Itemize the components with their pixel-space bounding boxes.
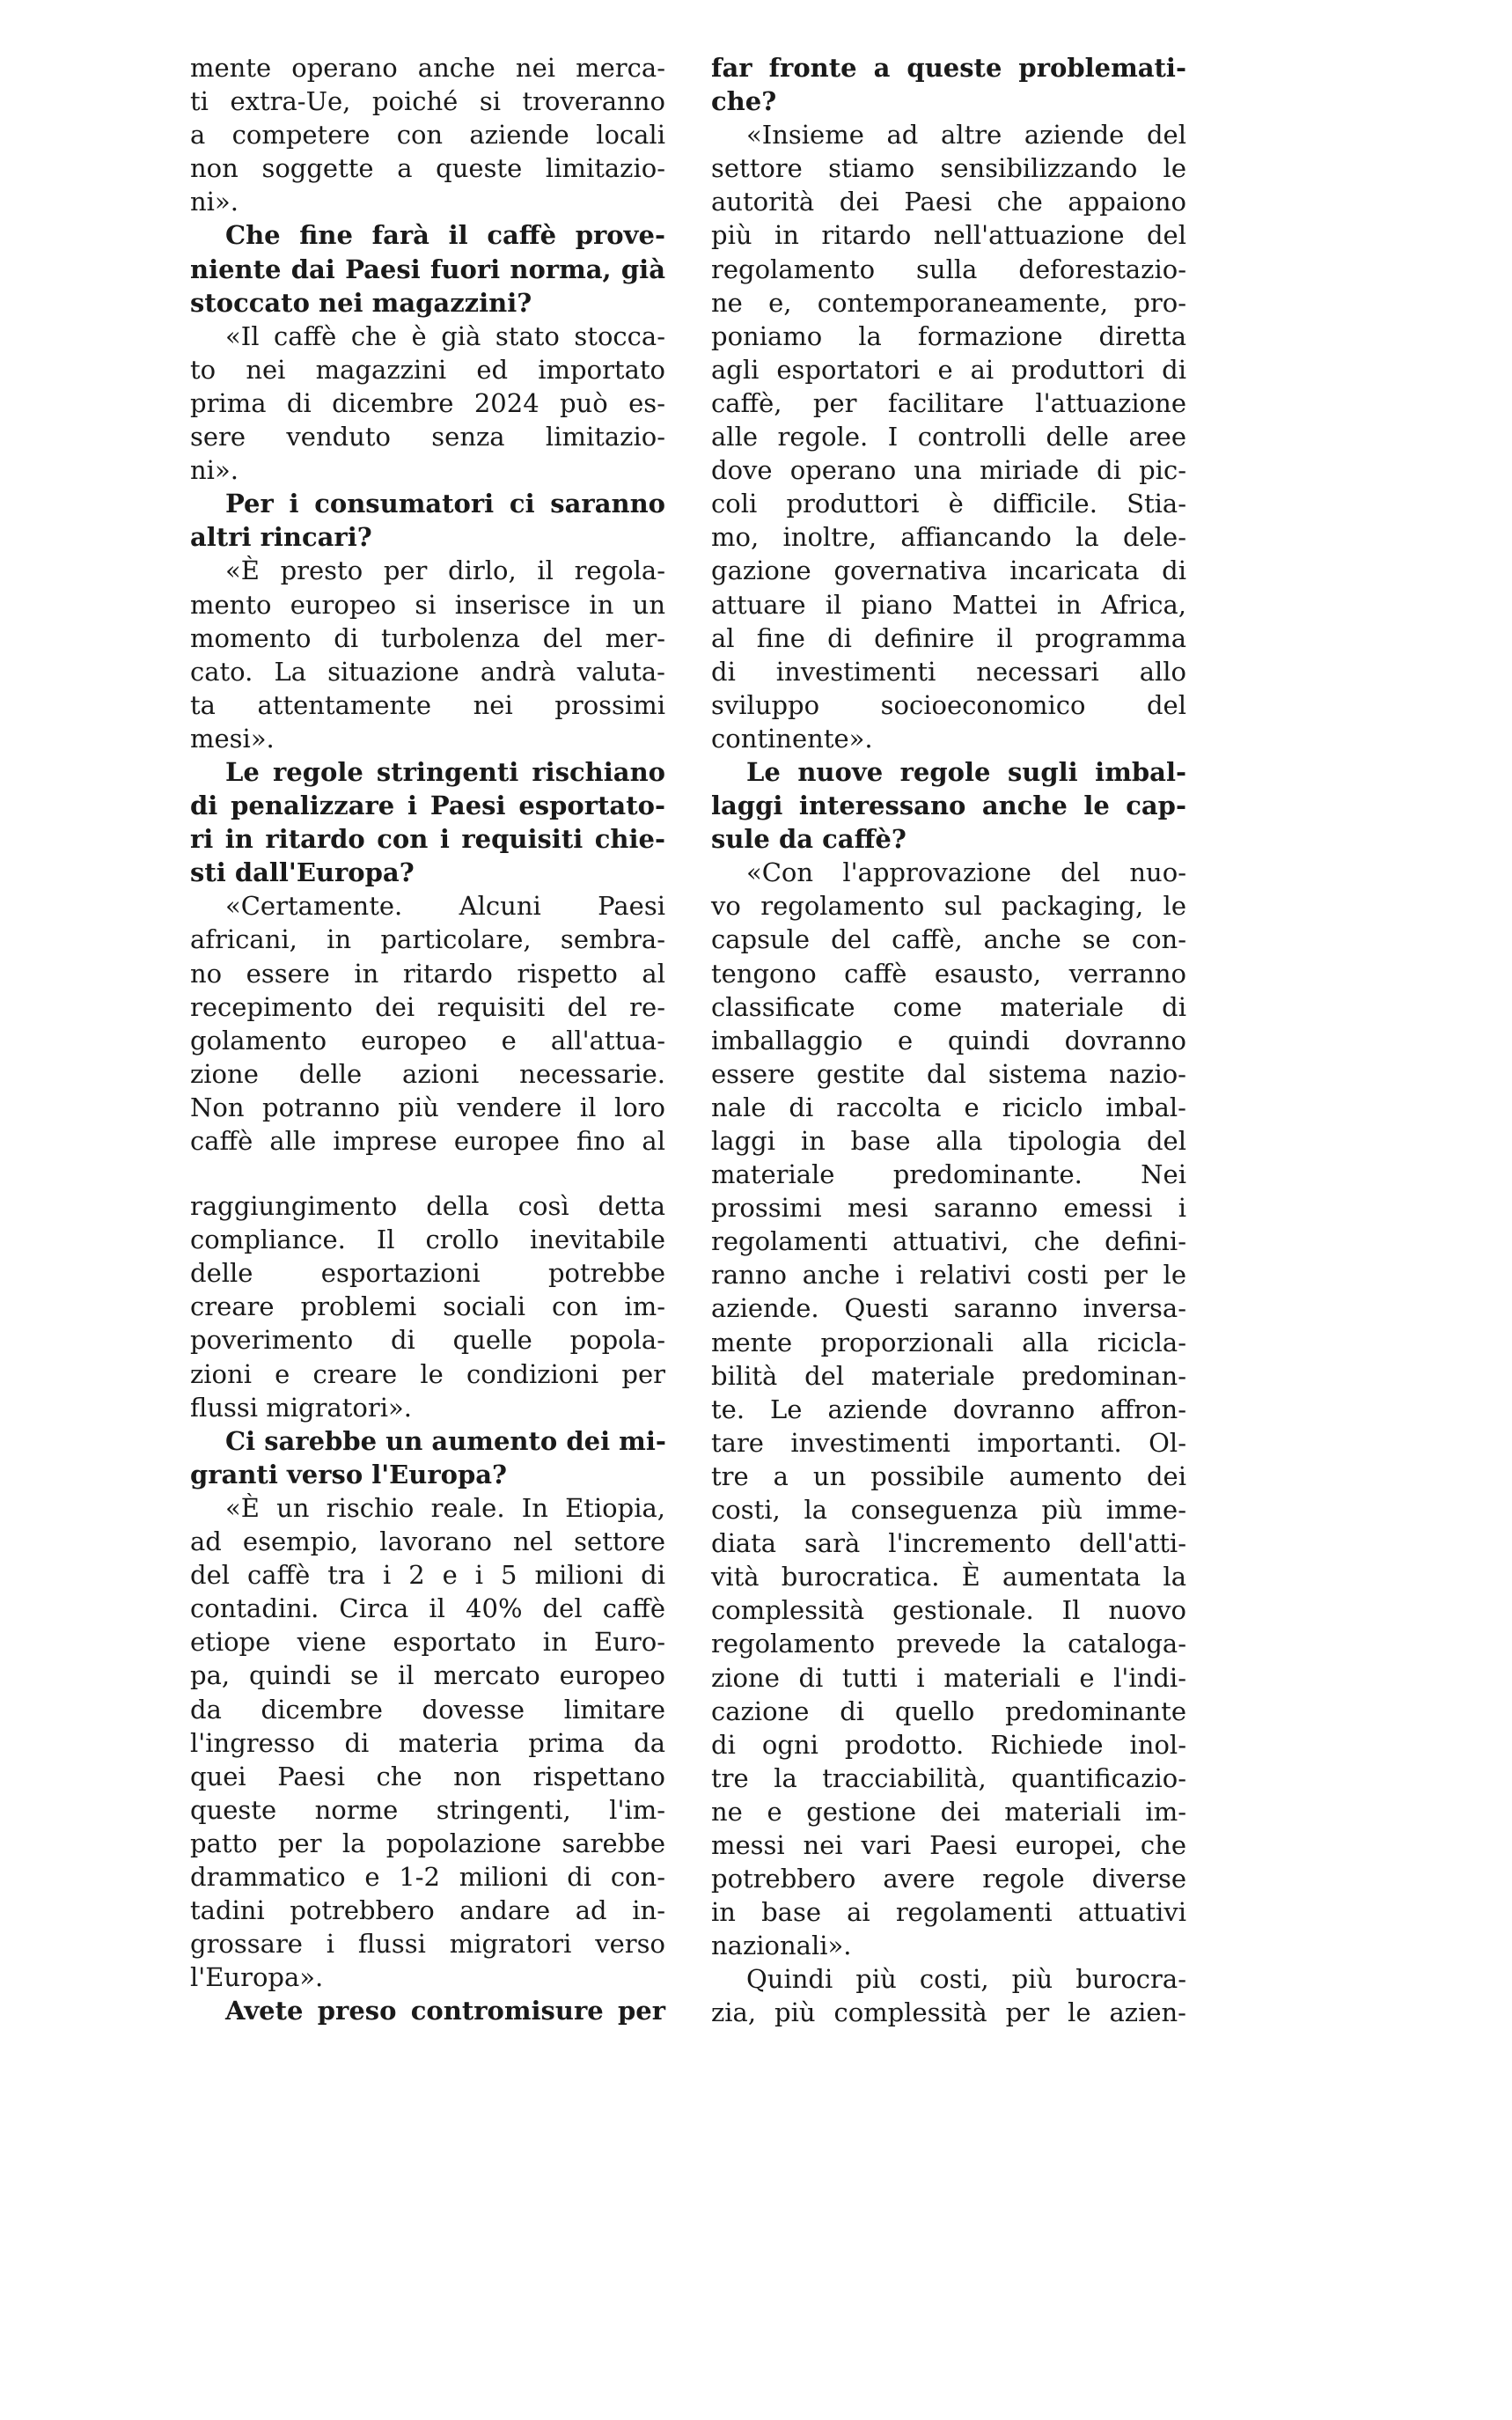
text-line: zia, più complessità per le azien-	[711, 1997, 1186, 2028]
text-line: al fine di definire il programma	[711, 622, 1186, 653]
text-line: sere venduto senza limitazio-	[190, 422, 665, 452]
text-line: creare problemi sociali con im-	[190, 1291, 665, 1322]
text-line: da dicembre dovesse limitare	[190, 1694, 665, 1725]
text-line: di ogni prodotto. Richiede inol-	[711, 1729, 1186, 1760]
text-line: ti extra-Ue, poiché si troveranno	[190, 86, 665, 117]
text-line: compliance. Il crollo inevitabile	[190, 1225, 665, 1255]
text-line: tre a un possibile aumento dei	[711, 1460, 1186, 1491]
text-line: to nei magazzini ed importato	[190, 354, 665, 385]
text-line: queste norme stringenti, l'im-	[190, 1794, 665, 1825]
question-line: di penalizzare i Paesi esportato-	[190, 791, 665, 821]
text-line: nale di raccolta e riciclo imbal-	[711, 1092, 1186, 1122]
text-line: essere gestite dal sistema nazio-	[711, 1058, 1186, 1089]
text-line: settore stiamo sensibilizzando le	[711, 153, 1186, 184]
text-line: «Il caffè che è già stato stocca-	[225, 320, 665, 351]
text-line: delle esportazioni potrebbe	[190, 1258, 665, 1289]
question-line: che?	[711, 86, 777, 117]
question-line: far fronte a queste problemati-	[711, 53, 1186, 83]
text-line: più in ritardo nell'attuazione del	[711, 220, 1186, 251]
text-line: golamento europeo e all'attua-	[190, 1025, 665, 1056]
text-line: mento europeo si inserisce in un	[190, 589, 665, 620]
text-line: raggiungimento della così detta	[190, 1191, 665, 1222]
text-line: Quindi più costi, più burocra-	[746, 1964, 1186, 1995]
text-line: di investimenti necessari allo	[711, 656, 1186, 687]
text-line: poverimento di quelle popola-	[190, 1325, 665, 1356]
text-line: l'Europa».	[190, 1962, 324, 1993]
text-line: contadini. Circa il 40% del caffè	[190, 1593, 665, 1624]
text-line: complessità gestionale. Il nuovo	[711, 1595, 1186, 1626]
text-line: cato. La situazione andrà valuta-	[190, 656, 665, 687]
text-line: momento di turbolenza del mer-	[190, 622, 665, 653]
text-line: regolamento sulla deforestazio-	[711, 254, 1186, 284]
text-line: mente operano anche nei merca-	[190, 53, 665, 83]
text-line: ta attentamente nei prossimi	[190, 689, 665, 720]
text-line: ne e gestione dei materiali im-	[711, 1796, 1186, 1827]
text-line: autorità dei Paesi che appaiono	[711, 187, 1186, 217]
text-line: coli produttori è difficile. Stia-	[711, 489, 1186, 519]
text-line: mente proporzionali alla ricicla-	[711, 1327, 1186, 1357]
text-line: aziende. Questi saranno inversa-	[711, 1293, 1186, 1324]
text-line: ni».	[190, 187, 239, 217]
left-column-part-a	[190, 51, 665, 1158]
text-line: flussi migratori».	[190, 1392, 412, 1423]
right-column	[711, 51, 1186, 2030]
text-line: potrebbero avere regole diverse	[711, 1864, 1186, 1894]
question-line: sule da caffè?	[711, 824, 906, 855]
text-line: africani, in particolare, sembra-	[190, 924, 665, 955]
text-line: messi nei vari Paesi europei, che	[711, 1829, 1186, 1860]
question-line: Le regole stringenti rischiano	[225, 756, 665, 787]
text-line: patto per la popolazione sarebbe	[190, 1828, 665, 1858]
right-column-text	[711, 51, 1186, 2030]
text-line: «È presto per dirlo, il regola-	[225, 555, 665, 586]
question-line: niente dai Paesi fuori norma, già	[190, 254, 665, 284]
text-line: regolamento prevede la cataloga-	[711, 1629, 1186, 1659]
text-line: zione delle azioni necessarie.	[190, 1058, 665, 1089]
question-line: sti dall'Europa?	[190, 857, 415, 888]
text-line: etiope viene esportato in Euro-	[190, 1627, 665, 1658]
question-line: altri rincari?	[190, 522, 372, 553]
text-line: Non potranno più vendere il loro	[190, 1092, 665, 1122]
question-line: Le nuove regole sugli imbal-	[746, 756, 1186, 787]
text-line: tre la tracciabilità, quantificazio-	[711, 1762, 1186, 1793]
text-line: cazione di quello predominante	[711, 1695, 1186, 1726]
text-line: zione di tutti i materiali e l'indi-	[711, 1662, 1186, 1693]
text-line: te. Le aziende dovranno affron-	[711, 1394, 1186, 1424]
text-line: capsule del caffè, anche se con-	[711, 924, 1186, 955]
text-line: tare investimenti importanti. Ol-	[711, 1427, 1186, 1458]
question-line: ri in ritardo con i requisiti chie-	[190, 824, 665, 855]
text-line: sviluppo socioeconomico del	[711, 689, 1186, 720]
text-line: no essere in ritardo rispetto al	[190, 958, 665, 989]
question-line: granti verso l'Europa?	[190, 1459, 508, 1490]
question-line: Che fine farà il caffè prove-	[225, 220, 665, 251]
text-line: alle regole. I controlli delle aree	[711, 422, 1186, 452]
text-line: mesi».	[190, 723, 275, 754]
text-line: caffè, per facilitare l'attuazione	[711, 387, 1186, 418]
text-line: imballaggio e quindi dovranno	[711, 1025, 1186, 1056]
text-line: quei Paesi che non rispettano	[190, 1761, 665, 1791]
text-line: regolamenti attuativi, che defini-	[711, 1226, 1186, 1257]
text-line: tengono caffè esausto, verranno	[711, 958, 1186, 989]
text-line: a competere con aziende locali	[190, 120, 665, 151]
text-line: diata sarà l'incremento dell'atti-	[711, 1528, 1186, 1559]
text-line: ni».	[190, 455, 239, 486]
text-line: continente».	[711, 723, 873, 754]
text-line: in base ai regolamenti attuativi	[711, 1897, 1186, 1928]
text-line: «È un rischio reale. In Etiopia,	[225, 1492, 665, 1523]
text-line: zioni e creare le condizioni per	[190, 1358, 665, 1389]
text-line: ad esempio, lavorano nel settore	[190, 1526, 665, 1557]
text-line: «Con l'approvazione del nuo-	[746, 857, 1186, 888]
text-line: ne e, contemporaneamente, pro-	[711, 287, 1186, 318]
text-line: vo regolamento sul packaging, le	[711, 891, 1186, 922]
text-line: recepimento dei requisiti del re-	[190, 991, 665, 1022]
question-line: Per i consumatori ci saranno	[225, 489, 665, 519]
text-line: bilità del materiale predominan-	[711, 1360, 1186, 1391]
text-line: «Insieme ad altre aziende del	[746, 120, 1186, 151]
text-line: agli esportatori e ai produttori di	[711, 354, 1186, 385]
left-column	[190, 51, 665, 2027]
text-line: nazionali».	[711, 1931, 852, 1961]
text-line: prossimi mesi saranno emessi i	[711, 1193, 1186, 1224]
text-line: costi, la conseguenza più imme-	[711, 1495, 1186, 1526]
text-line: pa, quindi se il mercato europeo	[190, 1660, 665, 1691]
text-line: mo, inoltre, affiancando la dele-	[711, 522, 1186, 553]
text-line: caffè alle imprese europee fino al	[190, 1126, 665, 1156]
text-line: drammatico e 1-2 milioni di con-	[190, 1861, 665, 1892]
text-line: «Certamente. Alcuni Paesi	[225, 891, 665, 922]
text-line: classificate come materiale di	[711, 991, 1186, 1022]
left-column-part-b	[190, 1189, 665, 2027]
text-line: materiale predominante. Nei	[711, 1159, 1186, 1190]
text-line: poniamo la formazione diretta	[711, 320, 1186, 351]
text-line: prima di dicembre 2024 può es-	[190, 387, 665, 418]
question-line: laggi interessano anche le cap-	[711, 791, 1186, 821]
text-line: del caffè tra i 2 e i 5 milioni di	[190, 1560, 665, 1591]
text-line: attuare il piano Mattei in Africa,	[711, 589, 1186, 620]
question-line: stoccato nei magazzini?	[190, 287, 532, 318]
text-line: laggi in base alla tipologia del	[711, 1126, 1186, 1156]
text-line: l'ingresso di materia prima da	[190, 1727, 665, 1758]
question-line: Avete preso contromisure per	[225, 1996, 665, 2026]
text-line: non soggette a queste limitazio-	[190, 153, 665, 184]
question-line: Ci sarebbe un aumento dei mi-	[225, 1425, 666, 1456]
text-line: vità burocratica. È aumentata la	[711, 1562, 1186, 1592]
text-line: ranno anche i relativi costi per le	[711, 1260, 1186, 1291]
text-line: grossare i flussi migratori verso	[190, 1929, 665, 1960]
text-line: gazione governativa incaricata di	[711, 555, 1186, 586]
text-line: dove operano una miriade di pic-	[711, 455, 1186, 486]
text-line: tadini potrebbero andare ad in-	[190, 1895, 665, 1926]
